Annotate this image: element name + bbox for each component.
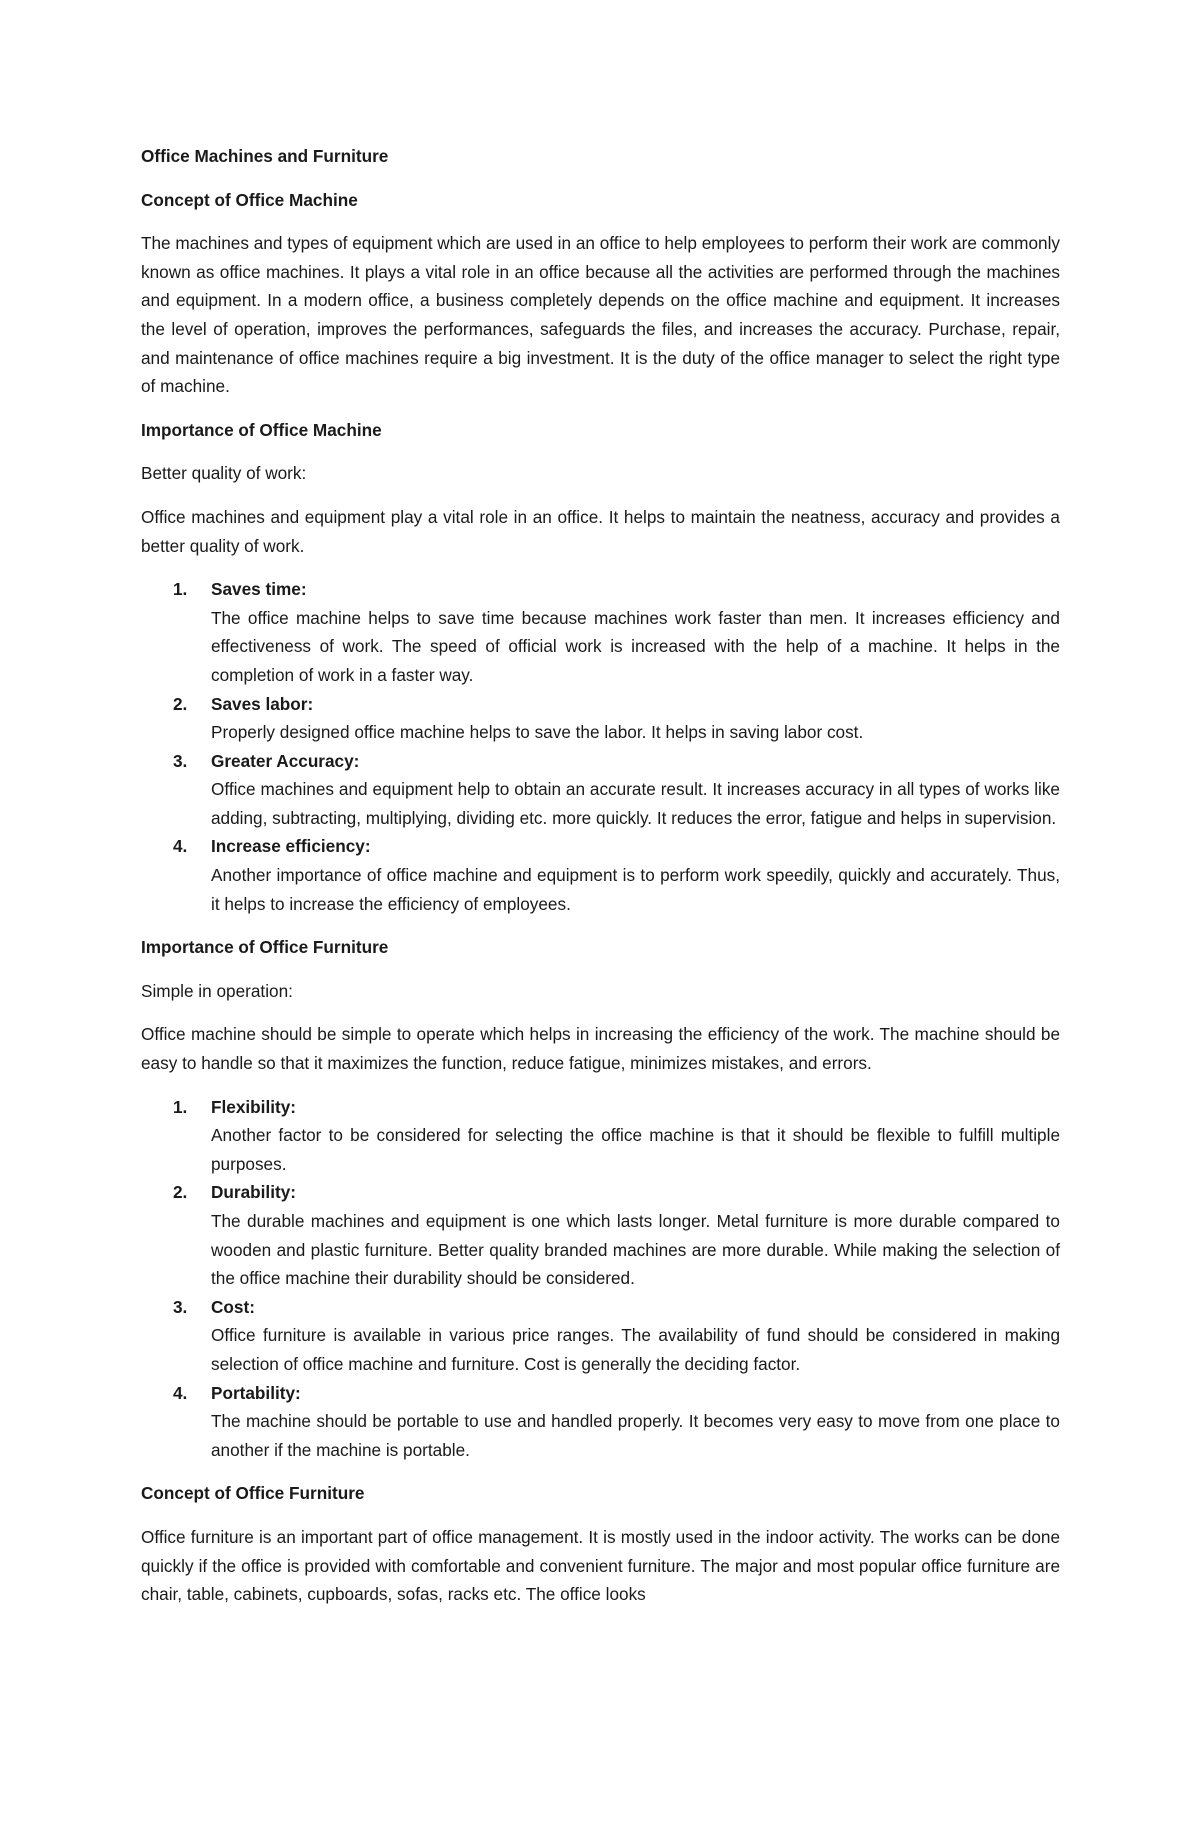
list-item-body: Office furniture is available in various price ranges. The availability of fund should be considered in making selection of office machine and furniture. Cost is generally the deciding factor. (211, 1325, 1060, 1374)
list-item (141, 747, 1060, 833)
list-item (141, 1093, 1060, 1179)
list-item-title: Portability: (211, 1382, 301, 1403)
list-item-body: Office machines and equipment help to obtain an accurate result. It increases accuracy in all types of works like adding, subtracting, multiplying, dividing etc. more quickly. It reduces the error, fatigue and helps in supervision. (211, 779, 1060, 828)
subtitle-simple-operation: Simple in operation: (141, 980, 293, 1001)
list-item (141, 690, 1060, 747)
section-heading-concept-machine: Concept of Office Machine (141, 189, 358, 210)
list-item-body: Properly designed office machine helps to save the labor. It helps in saving labor cost. (211, 722, 864, 743)
list-item-title: Saves labor: (211, 693, 314, 714)
list-item-body: The office machine helps to save time because machines work faster than men. It increases efficiency and effectiveness of work. The speed of official work is increased with the help of a machine. It helps in the completion of work in a faster way. (211, 607, 1060, 685)
list-item-title: Saves time: (211, 579, 307, 600)
paragraph-importance-furniture: Office machine should be simple to operate which helps in increasing the efficiency of the work. The machine should be easy to handle so that it maximizes the function, reduce fatigue, minimizes mistakes, and errors. (141, 1024, 1060, 1074)
list-number: 1. (173, 1096, 188, 1117)
list-number: 4. (173, 836, 188, 857)
document-title: Office Machines and Furniture (141, 146, 389, 166)
list-item-title: Increase efficiency: (211, 836, 371, 857)
list-item-title: Durability: (211, 1182, 296, 1203)
list-item-title: Cost: (211, 1296, 255, 1317)
list-number: 3. (173, 750, 188, 771)
list-number: 2. (173, 693, 188, 714)
list-number: 3. (173, 1296, 188, 1317)
furniture-importance-list (141, 1093, 1060, 1465)
list-item-body: The durable machines and equipment is one which lasts longer. Metal furniture is more durable compared to wooden and plastic furniture. Better quality branded machines are more durable. While making the selection of the office machine their durability should be considered. (211, 1211, 1060, 1289)
list-item-title: Flexibility: (211, 1096, 296, 1117)
list-item-title: Greater Accuracy: (211, 750, 360, 771)
section-heading-importance-machine: Importance of Office Machine (141, 419, 382, 440)
paragraph-importance-machine: Office machines and equipment play a vital role in an office. It helps to maintain the neatness, accuracy and provides a better quality of work. (141, 506, 1060, 556)
list-item-body: The machine should be portable to use and handled properly. It becomes very easy to move from one place to another if the machine is portable. (211, 1411, 1060, 1460)
list-number: 1. (173, 579, 188, 600)
list-item (141, 575, 1060, 689)
list-number: 2. (173, 1182, 188, 1203)
paragraph-concept-furniture: Office furniture is an important part of office management. It is mostly used in the indoor activity. The works can be done quickly if the office is provided with comfortable and convenient furniture. The major and most popular office furniture are chair, table, cabinets, cupboards, sofas, racks etc. The office looks (141, 1526, 1060, 1605)
paragraph-concept-machine: The machines and types of equipment which are used in an office to help employees to perform their work are commonly known as office machines. It plays a vital role in an office because all the activities are performed through the machines and equipment. In a modern office, a business completely depends on the office machine and equipment. It increases the level of operation, improves the performances, safeguards the files, and increases the accuracy. Purchase, repair, and maintenance of office machines require a big investment. It is the duty of the office manager to select the right type of machine. (141, 233, 1060, 397)
machine-importance-list (141, 575, 1060, 918)
list-item (141, 832, 1060, 918)
subtitle-better-quality: Better quality of work: (141, 463, 307, 484)
list-item (141, 1293, 1060, 1379)
section-heading-importance-furniture: Importance of Office Furniture (141, 937, 389, 958)
list-item-body: Another importance of office machine and equipment is to perform work speedily, quickly and accurately. Thus, it helps to increase the efficiency of employees. (211, 865, 1060, 914)
list-item-body: Another factor to be considered for selecting the office machine is that it should be flexible to fulfill multiple purposes. (211, 1125, 1060, 1174)
list-item (141, 1379, 1060, 1465)
section-heading-concept-furniture: Concept of Office Furniture (141, 1483, 365, 1504)
list-item (141, 1178, 1060, 1292)
list-number: 4. (173, 1382, 188, 1403)
